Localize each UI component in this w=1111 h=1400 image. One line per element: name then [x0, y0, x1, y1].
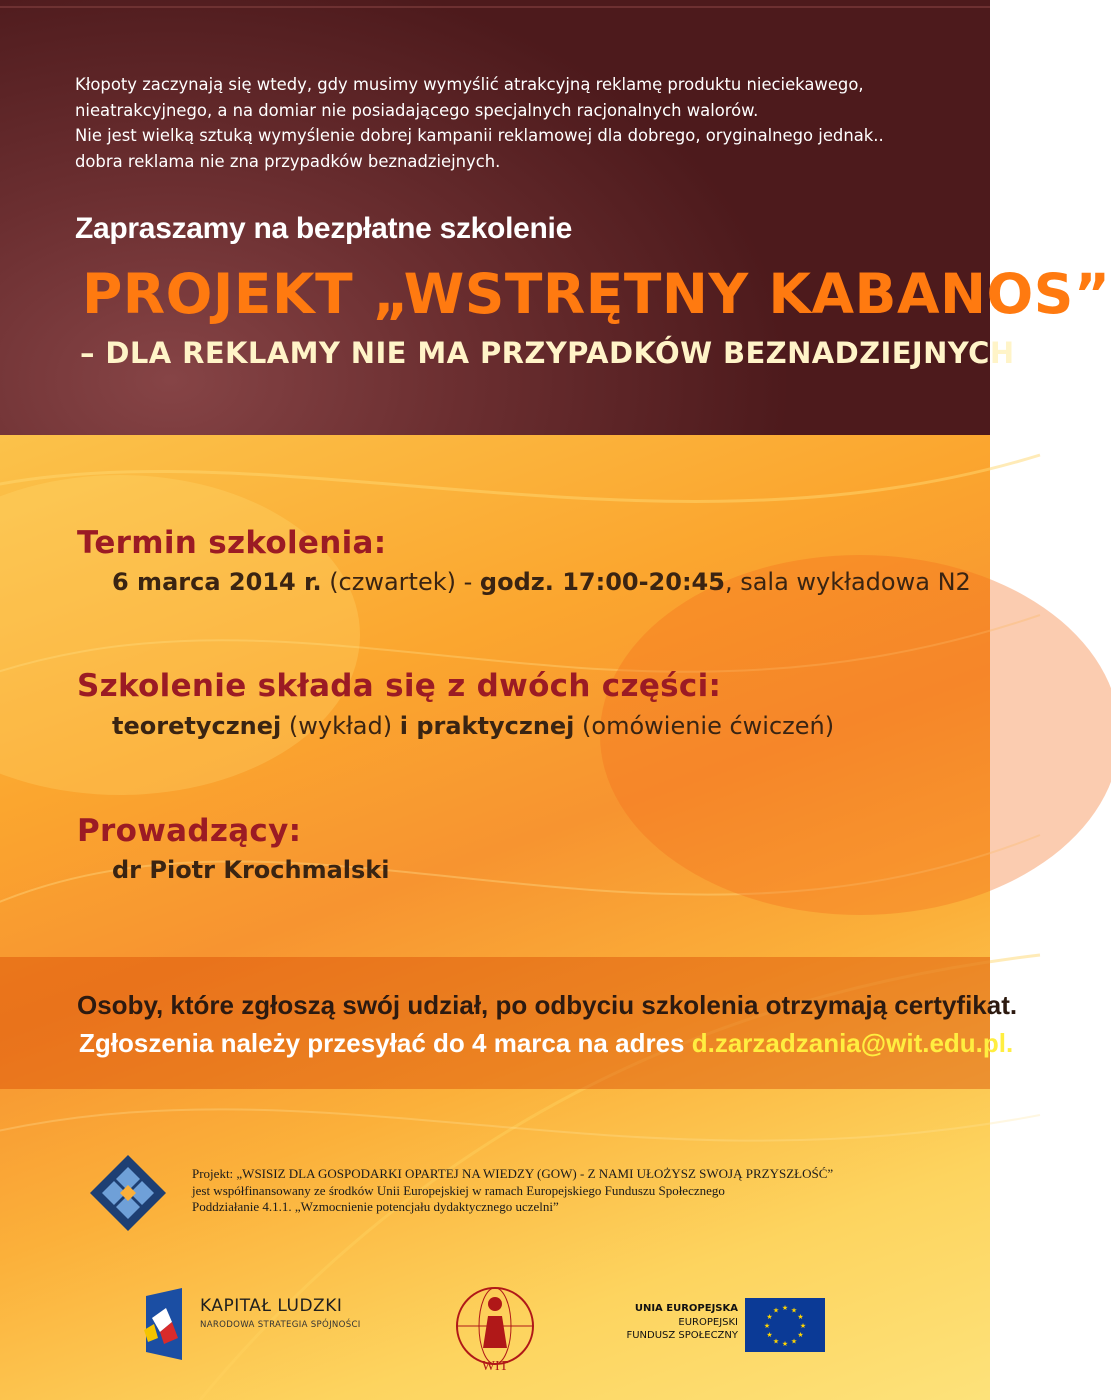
svg-text:★: ★: [797, 1313, 804, 1321]
project-info-line: jest współfinansowany ze środków Unii Europejskiej w ramach Europejskiego Funduszu Społecznego: [192, 1182, 725, 1198]
wit-logo: [440, 1286, 550, 1372]
event-title: PROJEKT „WSTRĘTNY KABANOS”: [82, 262, 1111, 326]
term-details: [112, 568, 971, 596]
term-room: , sala wykładowa N2: [724, 568, 971, 596]
intro-line: dobra reklama nie zna przypadków beznadziejnych.: [75, 151, 501, 171]
lecturer-name: dr Piotr Krochmalski: [112, 856, 390, 884]
part-practical: i praktycznej: [399, 712, 575, 740]
parts-details: [112, 712, 834, 740]
intro-line: nieatrakcyjnego, a na domiar nie posiadającego specjalnych racjonalnych walorów.: [75, 100, 759, 120]
svg-text:★: ★: [781, 1340, 789, 1348]
term-date: 6 marca 2014 r.: [112, 568, 322, 596]
svg-text:★: ★: [781, 1304, 789, 1312]
wit-label: WIT: [481, 1359, 509, 1374]
kapital-ludzki-icon: [142, 1288, 186, 1360]
kapital-ludzki-logo: [142, 1288, 382, 1360]
registration-info: [79, 1028, 1013, 1059]
part-practical-note: (omówienie ćwiczeń): [574, 712, 835, 740]
eu-title: UNIA EUROPEJSKA: [634, 1303, 738, 1314]
intro-line: Kłopoty zaczynają się wtedy, gdy musimy wymyślić atrakcyjną reklamę produktu nieciekawego,: [75, 75, 864, 94]
term-time: godz. 17:00-20:45: [479, 568, 725, 596]
svg-text:★: ★: [799, 1322, 807, 1330]
project-info-line: Poddziałanie 4.1.1. „Wzmocnienie potencjału dydaktycznego uczelni”: [192, 1199, 559, 1214]
top-stripe: [0, 6, 990, 8]
svg-text:★: ★: [772, 1306, 780, 1315]
part-theoretical: teoretycznej: [112, 712, 282, 740]
intro-paragraph: [75, 72, 915, 174]
registration-text: Zgłoszenia należy przesyłać do 4 marca na adres: [79, 1028, 692, 1058]
svg-text:★: ★: [772, 1337, 780, 1346]
svg-text:★: ★: [763, 1322, 771, 1330]
intro-line: Nie jest wielką sztuką wymyślenie dobrej kampanii reklamowej dla dobrego, oryginalnego jednak..: [75, 126, 884, 146]
eu-fund-line: EUROPEJSKI: [678, 1316, 738, 1328]
eu-logo: [620, 1298, 830, 1354]
eu-flag-icon: [745, 1298, 825, 1352]
parts-title: Szkolenie składa się z dwóch części:: [77, 668, 722, 704]
eu-fund-line: FUNDUSZ SPOŁECZNY: [626, 1330, 738, 1342]
kapital-ludzki-subtitle: NARODOWA STRATEGIA SPÓJNOŚCI: [200, 1320, 361, 1330]
svg-text:★: ★: [790, 1306, 798, 1315]
term-weekday: (czwartek) -: [321, 568, 480, 596]
svg-text:★: ★: [766, 1331, 773, 1339]
project-info: [192, 1166, 833, 1216]
svg-text:★: ★: [797, 1331, 804, 1339]
svg-text:★: ★: [766, 1313, 773, 1321]
term-title: Termin szkolenia:: [77, 525, 387, 561]
certificate-info: Osoby, które zgłoszą swój udział, po odbyciu szkolenia otrzymają certyfikat.: [77, 990, 1018, 1020]
wsisiz-diamond-logo: [90, 1155, 166, 1231]
registration-email[interactable]: d.zarzadzania@wit.edu.pl.: [691, 1028, 1014, 1058]
kapital-ludzki-title: KAPITAŁ LUDZKI: [200, 1296, 343, 1316]
lecturer-title: Prowadzący:: [77, 813, 302, 849]
eu-text: [626, 1302, 738, 1343]
part-theoretical-note: (wykład): [281, 712, 400, 740]
invite-heading: Zapraszamy na bezpłatne szkolenie: [75, 212, 572, 245]
project-info-line: Projekt: „WSISIZ DLA GOSPODARKI OPARTEJ NA WIEDZY (GOW) - Z NAMI UŁOŻYSZ SWOJĄ PRZYSZŁOŚĆ”: [192, 1166, 834, 1181]
svg-text:★: ★: [790, 1337, 798, 1346]
event-subtitle: – DLA REKLAMY NIE MA PRZYPADKÓW BEZNADZIEJNYCH: [80, 336, 1015, 370]
certificate-band: [0, 957, 990, 1089]
